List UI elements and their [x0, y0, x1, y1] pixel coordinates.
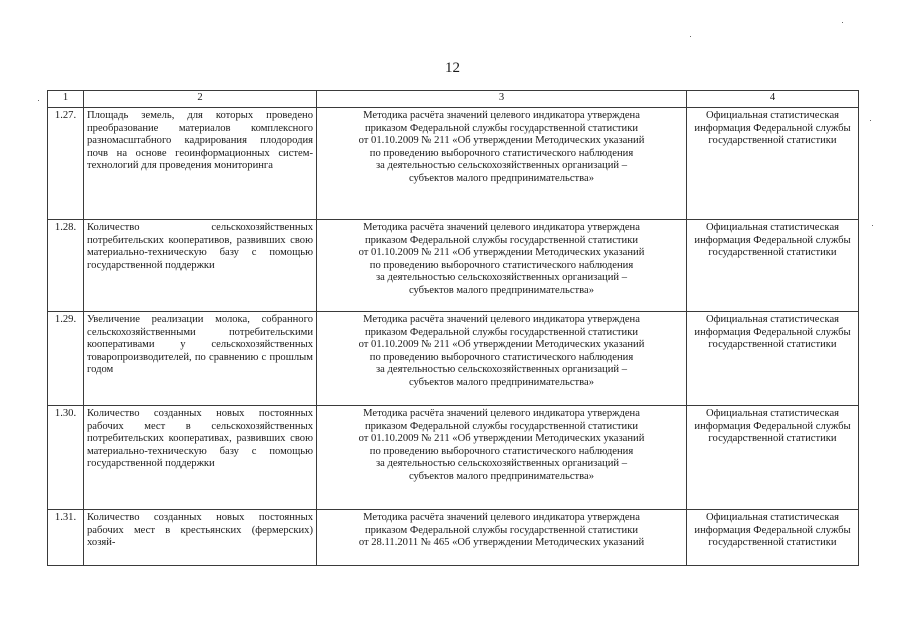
source-cell: [687, 510, 859, 566]
methodology-line: Методика расчёта значений целевого индикатора утверждена: [363, 222, 640, 233]
table-row: [48, 406, 859, 510]
source-cell: [687, 312, 859, 406]
methodology-line: по проведению выборочного статистического наблюдения: [369, 147, 634, 159]
methodology-cell: [317, 108, 687, 220]
source-line: Официальная статистическая: [705, 408, 840, 419]
indicator-name: Площадь земель, для которых проведено преобразование материалов комплексного разномасштабного кадрирования плодородия почв на основе геоинформационных систем-технологий для проведения мониторинга: [84, 108, 317, 220]
source-line: государственной статистики: [708, 537, 837, 549]
methodology-line: за деятельностью сельскохозяйственных организаций –: [375, 272, 627, 284]
indicator-name: Увеличение реализации молока, собранного сельскохозяйственными потребительскими кооперативами у сельскохозяйственных товаропроизводителей, по сравнению с прошлым годом: [84, 312, 317, 406]
source-line: государственной статистики: [708, 247, 837, 259]
row-number: 1.29.: [48, 312, 84, 406]
methodology-line: за деятельностью сельскохозяйственных организаций –: [375, 364, 627, 376]
methodology-line: приказом Федеральной службы государственной статистики: [364, 420, 639, 432]
methodology-line: от 01.10.2009 № 211 «Об утверждении Методических указаний: [358, 339, 645, 351]
methodology-line: субъектов малого предпринимательства»: [408, 172, 595, 184]
source-line: информация Федеральной службы: [694, 234, 851, 246]
indicator-name: Количество созданных новых постоянных рабочих мест в крестьянских (фермерских) хозяй-: [84, 510, 317, 566]
methodology-cell: [317, 406, 687, 510]
source-line: информация Федеральной службы: [694, 122, 851, 134]
methodology-line: Методика расчёта значений целевого индикатора утверждена: [363, 512, 640, 523]
source-line: Официальная статистическая: [705, 512, 840, 523]
column-header: 2: [84, 91, 317, 108]
methodology-line: от 01.10.2009 № 211 «Об утверждении Методических указаний: [358, 433, 645, 445]
source-cell: [687, 220, 859, 312]
methodology-line: по проведению выборочного статистического наблюдения: [369, 351, 634, 363]
methodology-line: от 28.11.2011 № 465 «Об утверждении Методических указаний: [358, 537, 645, 549]
table-header-row: [48, 91, 859, 108]
row-number: 1.31.: [48, 510, 84, 566]
methodology-line: субъектов малого предпринимательства»: [408, 284, 595, 296]
column-header: 4: [687, 91, 859, 108]
source-line: информация Федеральной службы: [694, 420, 851, 432]
methodology-line: приказом Федеральной службы государственной статистики: [364, 122, 639, 134]
indicator-name: Количество сельскохозяйственных потребительских кооперативов, развивших свою материально-техническую базу с помощью государственной поддержки: [84, 220, 317, 312]
column-header: 3: [317, 91, 687, 108]
methodology-line: от 01.10.2009 № 211 «Об утверждении Методических указаний: [358, 135, 645, 147]
column-header: 1: [48, 91, 84, 108]
row-number: 1.27.: [48, 108, 84, 220]
indicators-table: [47, 90, 859, 566]
source-cell: [687, 108, 859, 220]
methodology-line: от 01.10.2009 № 211 «Об утверждении Методических указаний: [358, 247, 645, 259]
table-row: [48, 312, 859, 406]
source-cell: [687, 406, 859, 510]
table-row: [48, 510, 859, 566]
scan-speck: [38, 100, 39, 101]
methodology-cell: [317, 220, 687, 312]
methodology-cell: [317, 312, 687, 406]
scan-speck: [690, 36, 691, 37]
scan-speck: [872, 225, 873, 226]
page-number: 12: [445, 60, 460, 76]
source-line: государственной статистики: [708, 135, 837, 147]
table-row: [48, 108, 859, 220]
source-line: государственной статистики: [708, 339, 837, 351]
source-line: Официальная статистическая: [705, 314, 840, 325]
scan-speck: [870, 120, 871, 121]
methodology-line: Методика расчёта значений целевого индикатора утверждена: [363, 110, 640, 121]
methodology-line: приказом Федеральной службы государственной статистики: [364, 326, 639, 338]
methodology-line: Методика расчёта значений целевого индикатора утверждена: [363, 314, 640, 325]
methodology-line: субъектов малого предпринимательства»: [408, 470, 595, 482]
methodology-cell: [317, 510, 687, 566]
source-line: Официальная статистическая: [705, 222, 840, 233]
methodology-line: по проведению выборочного статистического наблюдения: [369, 445, 634, 457]
row-number: 1.28.: [48, 220, 84, 312]
source-line: информация Федеральной службы: [694, 524, 851, 536]
source-line: Официальная статистическая: [705, 110, 840, 121]
methodology-line: Методика расчёта значений целевого индикатора утверждена: [363, 408, 640, 419]
scan-speck: [842, 22, 843, 23]
methodology-line: приказом Федеральной службы государственной статистики: [364, 234, 639, 246]
methodology-line: за деятельностью сельскохозяйственных организаций –: [375, 458, 627, 470]
row-number: 1.30.: [48, 406, 84, 510]
source-line: информация Федеральной службы: [694, 326, 851, 338]
methodology-line: по проведению выборочного статистического наблюдения: [369, 259, 634, 271]
source-line: государственной статистики: [708, 433, 837, 445]
indicator-name: Количество созданных новых постоянных рабочих мест в сельскохозяйственных потребительских кооперативах, развивших свою материально-техническую базу с помощью государственной поддержки: [84, 406, 317, 510]
methodology-line: за деятельностью сельскохозяйственных организаций –: [375, 160, 627, 172]
methodology-line: приказом Федеральной службы государственной статистики: [364, 524, 639, 536]
methodology-line: субъектов малого предпринимательства»: [408, 376, 595, 388]
table-row: [48, 220, 859, 312]
